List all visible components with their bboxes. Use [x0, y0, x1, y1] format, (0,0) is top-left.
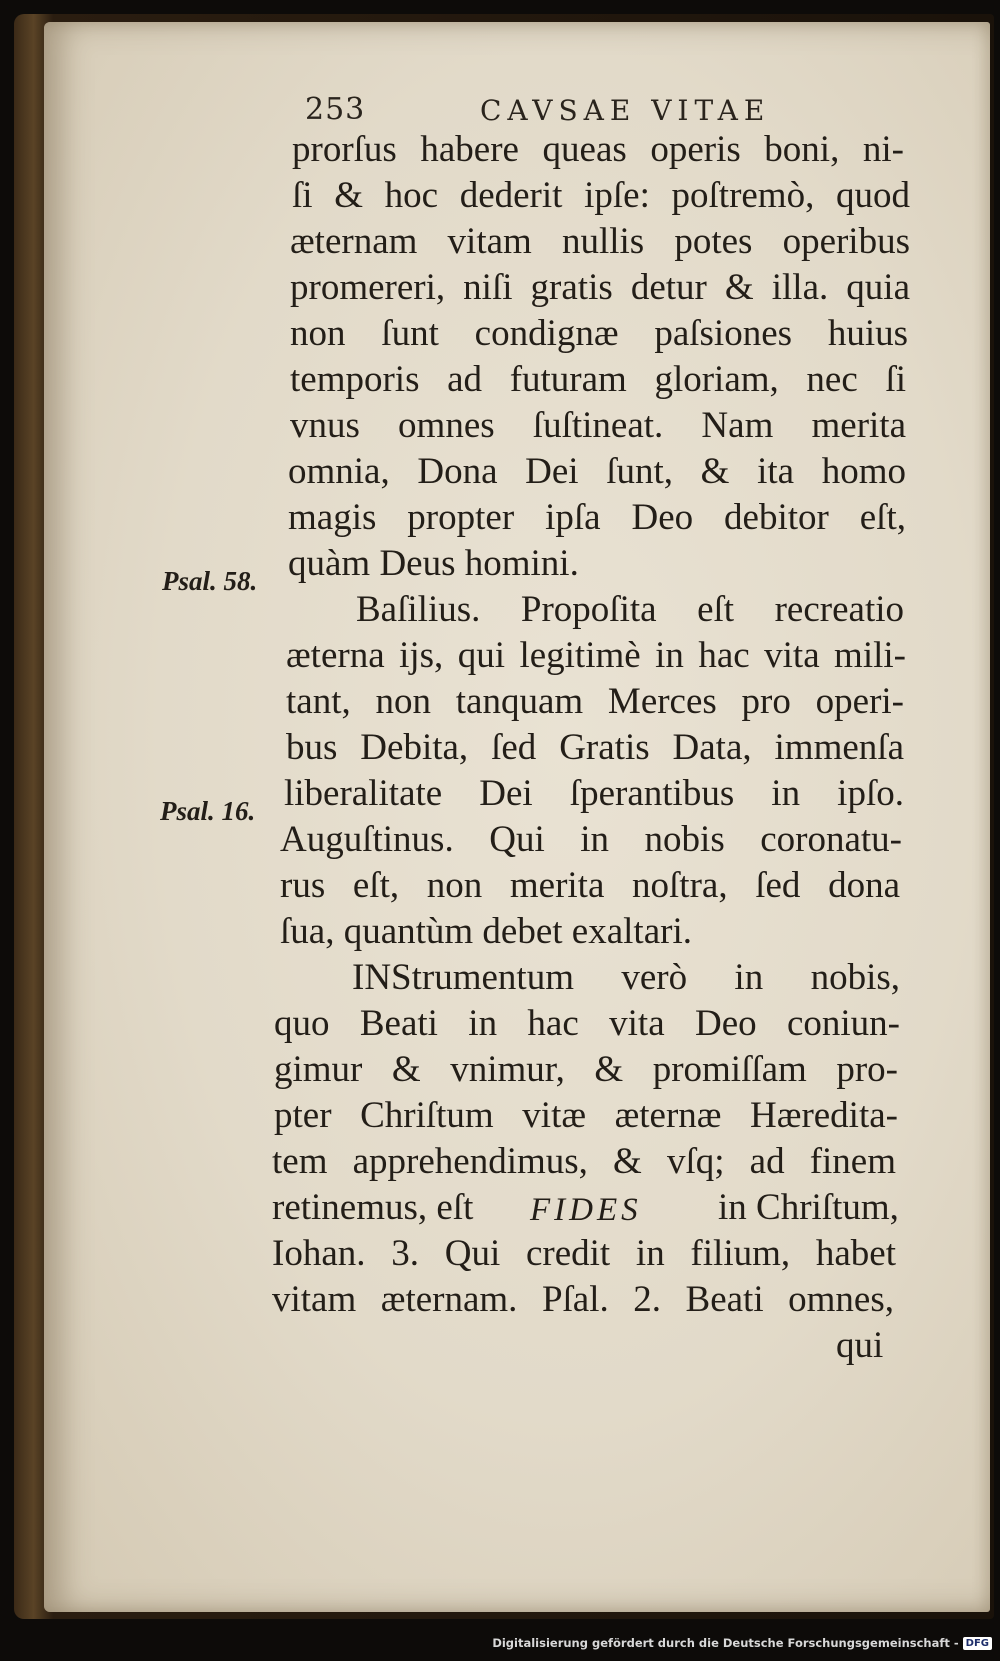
text-line: vitam æternam. Pſal. 2. Beati omnes, [272, 1279, 894, 1320]
text-line: pter Chriſtum vitæ æternæ Hæredita- [274, 1095, 898, 1136]
text-line: quàm Deus homini. [288, 543, 579, 584]
page-number: 253 [305, 92, 366, 127]
text-line: non ſunt condignæ paſsiones huius [290, 313, 908, 354]
text-line: tant, non tanquam Merces pro operi- [286, 681, 904, 722]
margin-note: Psal. 16. [160, 796, 256, 826]
text-line: æterna ijs, qui legitimè in hac vita mili- [286, 635, 906, 676]
text-line: in Chriſtum, [718, 1187, 899, 1228]
text-line: ſi & hoc dederit ipſe: poſtremò, quod [292, 175, 910, 216]
text-line: magis propter ipſa Deo debitor eſt, [288, 497, 906, 538]
text-line: omnia, Dona Dei ſunt, & ita homo [288, 451, 906, 492]
text-line: Iohan. 3. Qui credit in filium, habet [272, 1233, 896, 1274]
emphasis-fides: FIDES [530, 1192, 642, 1228]
margin-note: Psal. 58. [162, 566, 258, 596]
footer-credit: Digitalisierung gefördert durch die Deutsche Forschungsgemeinschaft - [492, 1636, 959, 1650]
text-line: æternam vitam nullis potes operibus [290, 221, 910, 262]
text-line: tem apprehendimus, & vſq; ad finem [272, 1141, 896, 1182]
running-head-title: CAVSAE VITAE [480, 94, 771, 127]
text-line: Auguſtinus. Qui in nobis coronatu- [280, 819, 902, 860]
text-line: temporis ad futuram gloriam, nec ſi [290, 359, 906, 400]
running-head [305, 92, 805, 132]
digitization-footer [492, 1631, 992, 1655]
catchword: qui [836, 1325, 884, 1366]
text-line: promereri, niſi gratis detur & illa. quia [290, 267, 910, 308]
text-line: ſua, quantùm debet exaltari. [280, 911, 692, 952]
text-line: retinemus, eſt [272, 1187, 474, 1228]
text-line: rus eſt, non merita noſtra, ſed dona [280, 865, 900, 906]
text-line: bus Debita, ſed Gratis Data, immenſa [286, 727, 904, 768]
text-line: quo Beati in hac vita Deo coniun- [274, 1003, 900, 1044]
text-line: INStrumentum verò in nobis, [352, 957, 900, 998]
text-line: Baſilius. Propoſita eſt recreatio [356, 589, 904, 630]
text-line: prorſus habere queas operis boni, ni- [292, 129, 904, 170]
text-line: gimur & vnimur, & promiſſam pro- [274, 1049, 898, 1090]
text-line: liberalitate Dei ſperantibus in ipſo. [284, 773, 904, 814]
text-line: vnus omnes ſuſtineat. Nam merita [290, 405, 906, 446]
dfg-logo-icon: DFG [963, 1637, 992, 1650]
